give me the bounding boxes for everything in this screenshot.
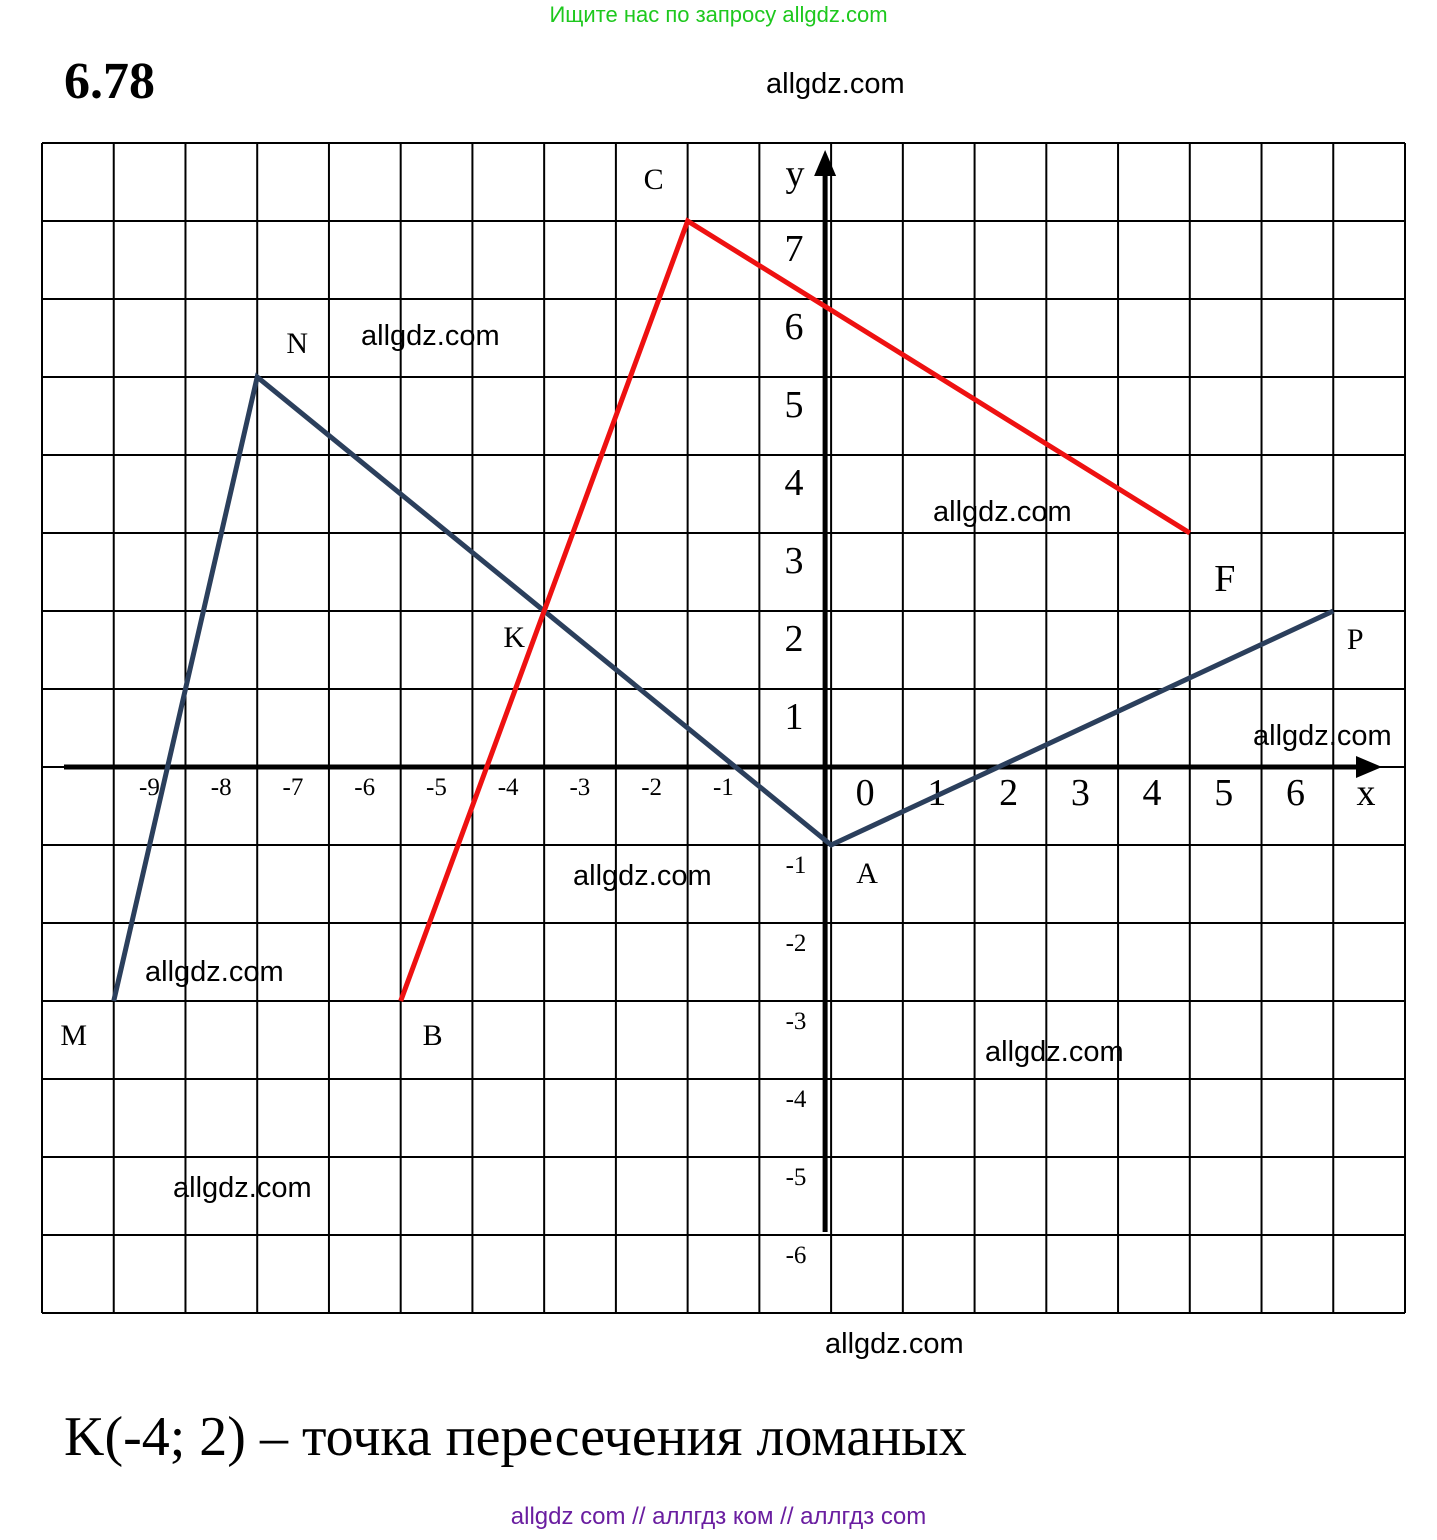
top-banner[interactable]: Ищите нас по запросу allgdz.com bbox=[549, 2, 888, 27]
y-tick-label: 4 bbox=[784, 462, 804, 504]
watermark: allgdz.com bbox=[825, 1328, 964, 1360]
x-tick-label: -9 bbox=[139, 774, 160, 801]
point-label-k: K bbox=[503, 621, 525, 654]
x-tick-label: -8 bbox=[210, 774, 232, 801]
y-tick-label: 2 bbox=[784, 618, 804, 660]
watermark: allgdz.com bbox=[766, 68, 905, 100]
point-label-m: M bbox=[60, 1019, 88, 1052]
y-tick-label: 6 bbox=[784, 306, 804, 348]
y-tick-label: 7 bbox=[784, 228, 804, 270]
watermark: allgdz.com bbox=[1253, 720, 1392, 752]
axes bbox=[64, 150, 1382, 1232]
y-tick-label: -3 bbox=[785, 1008, 807, 1035]
x-tick-label: -1 bbox=[712, 774, 734, 801]
y-tick-label: -1 bbox=[785, 852, 807, 879]
x-tick-label: -4 bbox=[497, 774, 519, 801]
answer-text: K(-4; 2) – точка пересечения ломаных bbox=[64, 1406, 967, 1468]
x-tick-label: -3 bbox=[569, 774, 591, 801]
x-tick-label: 4 bbox=[1142, 772, 1162, 814]
watermark: allgdz.com bbox=[173, 1172, 312, 1204]
point-label-c: C bbox=[643, 163, 664, 196]
point-label-f: F bbox=[1214, 558, 1236, 600]
y-tick-label: -2 bbox=[785, 930, 807, 957]
x-tick-label: 1 bbox=[927, 772, 947, 814]
x-axis-label: x bbox=[1356, 772, 1376, 814]
x-tick-label: -7 bbox=[282, 774, 304, 801]
x-tick-label: -2 bbox=[641, 774, 663, 801]
watermark: allgdz.com bbox=[573, 860, 712, 892]
footer-links[interactable]: allgdz com // аллгдз ком // аллгдз com bbox=[510, 1503, 927, 1530]
y-axis-label: y bbox=[785, 153, 805, 195]
x-tick-label: 6 bbox=[1286, 772, 1306, 814]
watermark: allgdz.com bbox=[361, 320, 500, 352]
x-tick-label: -6 bbox=[354, 774, 376, 801]
y-tick-label: -5 bbox=[785, 1164, 807, 1191]
y-tick-label: 3 bbox=[784, 540, 804, 582]
x-tick-label: 5 bbox=[1214, 772, 1234, 814]
x-tick-label: 3 bbox=[1070, 772, 1090, 814]
y-tick-label: -4 bbox=[785, 1086, 807, 1113]
y-axis-arrow bbox=[814, 150, 836, 176]
point-label-p: P bbox=[1346, 623, 1364, 656]
watermark: allgdz.com bbox=[985, 1036, 1124, 1068]
watermark: allgdz.com bbox=[145, 956, 284, 988]
x-tick-label: 0 bbox=[855, 772, 875, 814]
x-tick-label: -5 bbox=[426, 774, 447, 801]
point-labels bbox=[60, 163, 1363, 1052]
point-label-b: B bbox=[422, 1019, 443, 1052]
grid-lines bbox=[42, 143, 1405, 1313]
y-tick-label: 1 bbox=[784, 696, 804, 738]
watermark: allgdz.com bbox=[933, 496, 1072, 528]
problem-number: 6.78 bbox=[64, 53, 155, 110]
y-tick-label: 5 bbox=[784, 384, 804, 426]
point-label-a: A bbox=[856, 857, 878, 890]
y-tick-label: -6 bbox=[785, 1242, 807, 1269]
point-label-n: N bbox=[286, 327, 309, 360]
x-tick-label: 2 bbox=[999, 772, 1019, 814]
